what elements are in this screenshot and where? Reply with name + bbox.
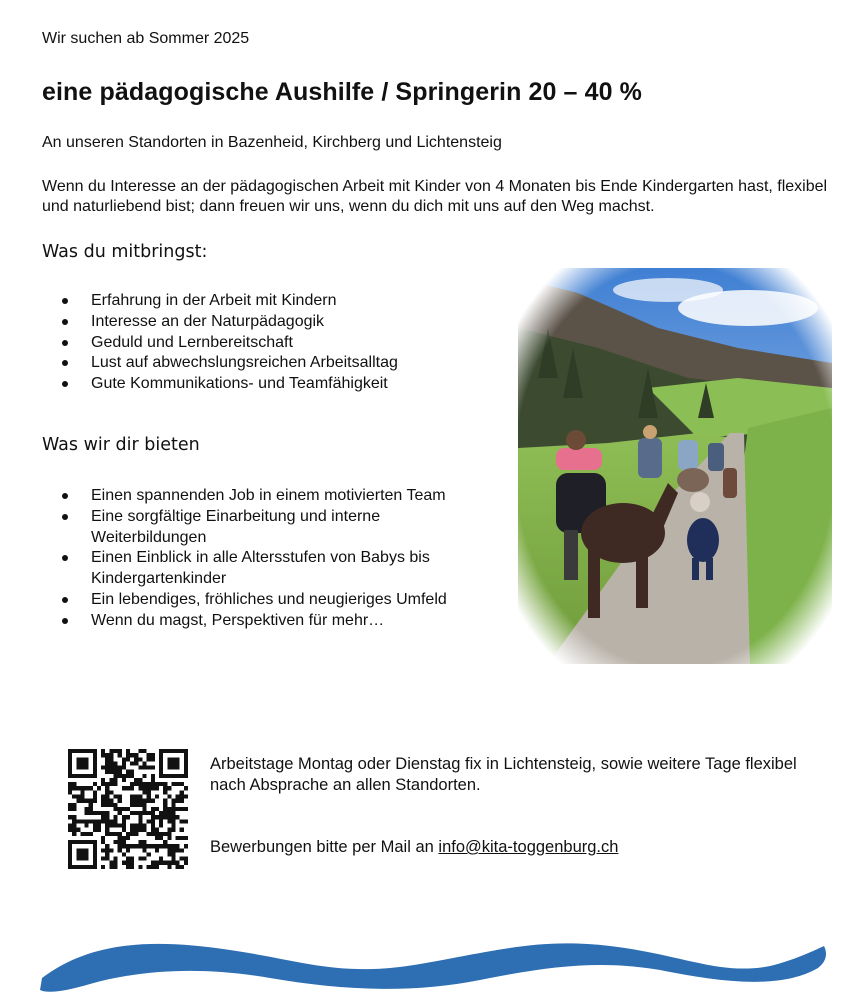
decorative-wave: [0, 920, 848, 1002]
list-item: Interesse an der Naturpädagogik: [42, 312, 482, 333]
interest-paragraph: Wenn du Interesse an der pädagogischen Arbeit mit Kinder von 4 Monaten bis Ende Kindergarten hast, flexibel und naturliebend bist; dann freuen wir uns, wenn du dich mit uns auf den Weg machst.: [42, 178, 828, 215]
locations-line: An unseren Standorten in Bazenheid, Kirchberg und Lichtensteig: [42, 134, 502, 151]
intro-line: Wir suchen ab Sommer 2025: [42, 30, 250, 47]
page-title: eine pädagogische Aushilfe / Springerin 20 – 40 %: [42, 78, 642, 106]
benefits-list: [42, 486, 482, 632]
list-item: Wenn du magst, Perspektiven für mehr…: [42, 611, 482, 632]
heading-benefits: Was wir dir bieten: [42, 435, 200, 455]
list-item: Gute Kommunikations- und Teamfähigkeit: [42, 374, 482, 395]
heading-requirements: Was du mitbringst:: [42, 242, 208, 262]
application-info: [210, 838, 618, 857]
qr-code-icon: [68, 749, 188, 869]
list-item: Einen spannenden Job in einem motivierten Team: [42, 486, 482, 507]
application-text: Bewerbungen bitte per Mail an: [210, 838, 434, 856]
list-item: Lust auf abwechslungsreichen Arbeitsalltag: [42, 353, 482, 374]
list-item: Eine sorgfältige Einarbeitung und interne Weiterbildungen: [42, 507, 482, 549]
nature-walk-photo: [518, 268, 832, 664]
requirements-list: [42, 291, 482, 395]
workdays-info: Arbeitstage Montag oder Dienstag fix in Lichtensteig, sowie weitere Tage flexibel nach Absprache an allen Standorten.: [210, 755, 797, 794]
email-link[interactable]: info@kita-toggenburg.ch: [438, 838, 619, 856]
list-item: Ein lebendiges, fröhliches und neugieriges Umfeld: [42, 590, 482, 611]
list-item: Erfahrung in der Arbeit mit Kindern: [42, 291, 482, 312]
list-item: Geduld und Lernbereitschaft: [42, 333, 482, 354]
list-item: Einen Einblick in alle Altersstufen von Babys bis Kindergartenkinder: [42, 548, 482, 590]
